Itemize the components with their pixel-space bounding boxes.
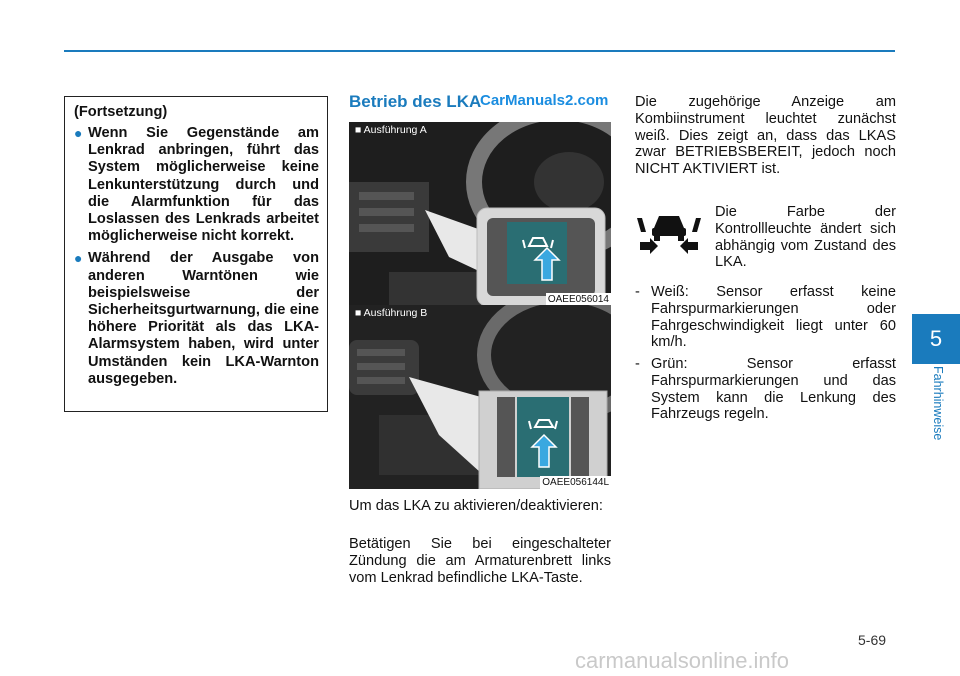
- section-title: Betrieb des LKA: [349, 92, 482, 111]
- lka-indicator-icon: [634, 208, 704, 254]
- top-rule: [64, 50, 895, 52]
- dashboard-illustration-b: [349, 305, 611, 489]
- dash-marker: -: [635, 356, 640, 372]
- warning-item: [74, 125, 319, 245]
- paragraph: Betätigen Sie bei eingeschalteter Zündung die am Armaturenbrett links vom Lenkrad befindliche LKA-Taste.: [349, 536, 611, 586]
- bullet-icon: ●: [74, 125, 83, 141]
- warning-list: [74, 125, 319, 388]
- warning-item-text: Wenn Sie Gegenstände am Lenkrad anbringen, führt das System möglicherweise keine Lenkunterstützung durch und die Alarmfunktion für das Loslassen des Lenkrads arbeitet möglicherweise nicht korrekt.: [88, 125, 319, 245]
- chapter-label: Fahrhinweise: [931, 366, 945, 441]
- figure-variant-a: [349, 122, 611, 306]
- warning-box: [64, 96, 328, 412]
- figure-label: ■ Ausführung A: [355, 124, 427, 136]
- list-item-text: Grün: Sensor erfasst Fahrspurmarkierungen und das System kann die Lenkung des Fahrzeugs regeln.: [651, 356, 896, 423]
- figure-code: OAEE056144L: [542, 477, 609, 488]
- figure-label: ■ Ausführung B: [355, 307, 428, 319]
- dashboard-illustration-a: [349, 122, 611, 306]
- paragraph: Um das LKA zu aktivieren/deaktivieren:: [349, 498, 603, 514]
- chapter-tab[interactable]: 5: [912, 314, 960, 364]
- figure-variant-b: [349, 305, 611, 489]
- footer-watermark: carmanualsonline.info: [575, 648, 790, 673]
- warning-item: [74, 250, 319, 388]
- lamp-description: Die Farbe der Kontrollleuchte ändert sich abhängig vom Zustand des LKA.: [715, 204, 896, 271]
- figure-code: OAEE056014: [547, 294, 609, 305]
- list-item-text: Weiß: Sensor erfasst keine Fahrspurmarkierungen oder Fahrgeschwindigkeit liegt unter 60 km/h.: [651, 284, 896, 351]
- bullet-icon: ●: [74, 250, 83, 267]
- warning-item-text: Während der Ausgabe von anderen Warntönen wie beispielsweise der Sicherheitsgurtwarnung, die eine höhere Priorität als das LKA-Alarmsystem haben, wird unter Umständen kein LKA-Warnton ausgegeben.: [88, 250, 319, 387]
- dash-marker: -: [635, 284, 640, 300]
- page-number: 5-69: [858, 632, 887, 648]
- list-item: [635, 356, 896, 423]
- paragraph: Die zugehörige Anzeige am Kombiinstrument leuchtet zunächst weiß. Dies zeigt an, dass das LKAS zwar BETRIEBSBEREIT, jedoch noch NICHT AKTIVIERT ist.: [635, 94, 896, 178]
- watermark-top[interactable]: CarManuals2.com: [480, 92, 609, 109]
- warning-title: (Fortsetzung): [74, 104, 168, 120]
- list-item: [635, 284, 896, 351]
